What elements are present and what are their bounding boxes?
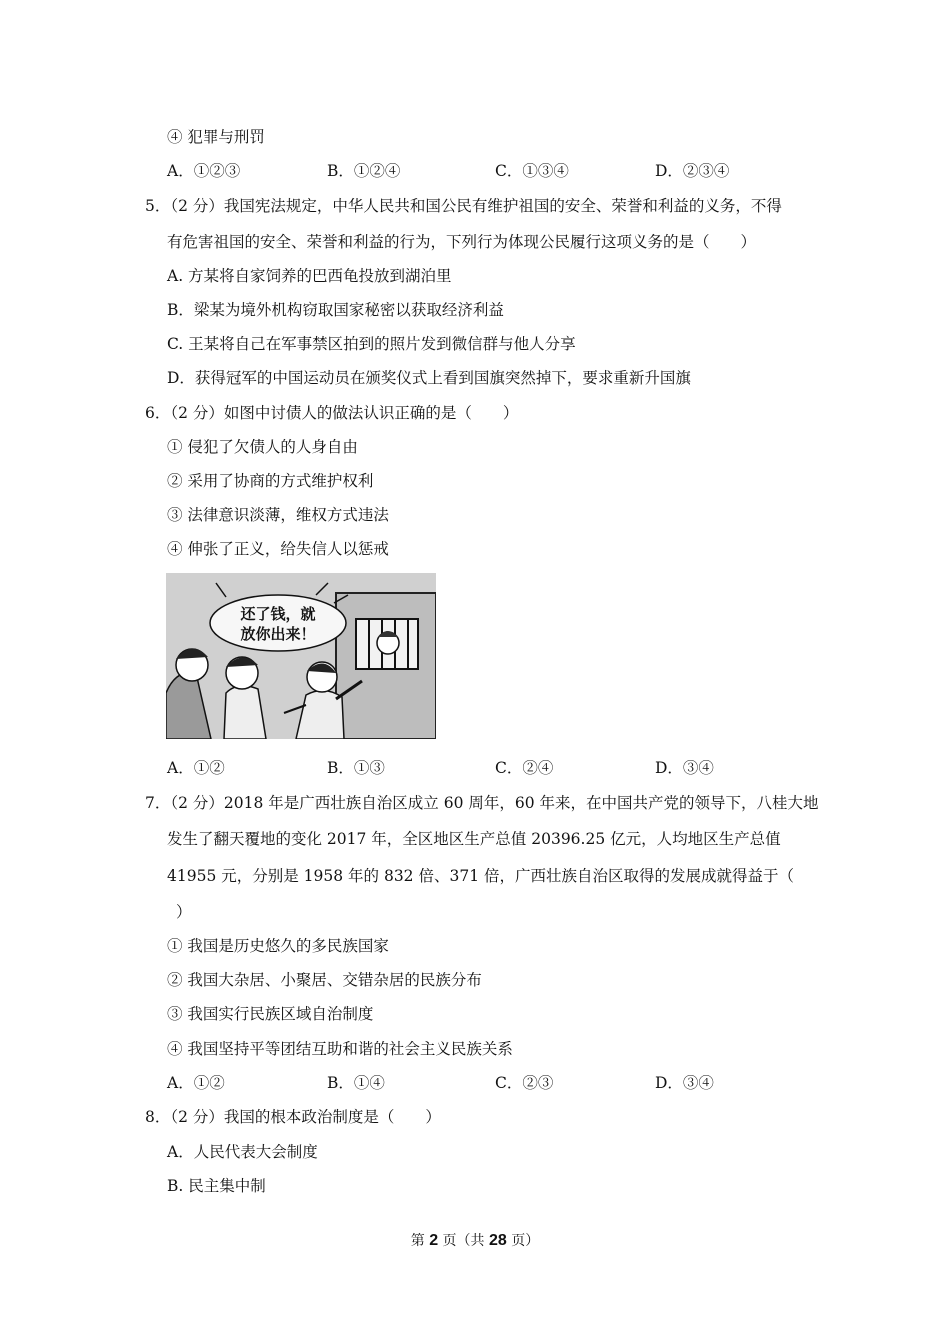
q6-stem: 6．（2 分）如图中讨债人的做法认识正确的是（ ） [145,404,519,422]
q4-option-a: A．①②③ [167,162,241,180]
footer-middle: 页（共 [442,1233,485,1249]
q6-item-3: ③ 法律意识淡薄，维权方式违法 [167,506,389,524]
q5-stem-line-2: 有危害祖国的安全、荣誉和利益的行为，下列行为体现公民履行这项义务的是（ ） [167,233,757,251]
q4-option-b: B．①②④ [327,162,401,180]
q5-option-a: A. 方某将自家饲养的巴西龟投放到湖泊里 [167,267,452,285]
q6-option-a: A．①② [167,759,225,777]
cartoon-bubble-line-1: 还了钱，就 [240,606,316,623]
q5-option-c: C. 王某将自己在军事禁区拍到的照片发到微信群与他人分享 [167,335,576,353]
footer-page-number: 2 [429,1232,439,1249]
footer-total-pages: 28 [489,1232,507,1249]
q8-option-b: B. 民主集中制 [167,1177,266,1195]
q4-option-c: C．①③④ [495,162,569,180]
q6-item-4: ④ 伸张了正义，给失信人以惩戒 [167,540,389,558]
q8-stem: 8．（2 分）我国的根本政治制度是（ ） [145,1108,441,1126]
q6-option-c: C．②④ [495,759,554,777]
q7-item-4: ④ 我国坚持平等团结互助和谐的社会主义民族关系 [167,1040,513,1058]
footer-prefix: 第 [410,1233,425,1249]
q7-item-3: ③ 我国实行民族区域自治制度 [167,1005,374,1023]
q7-option-a: A．①② [167,1074,225,1092]
cartoon-bubble-line-2: 放你出来！ [240,626,316,643]
q7-option-b: B．①④ [327,1074,385,1092]
q5-stem-line-1: 5．（2 分）我国宪法规定，中华人民共和国公民有维护祖国的安全、荣誉和利益的义务，不得 [145,197,782,215]
page-footer [0,1230,950,1250]
q5-option-b: B．梁某为境外机构窃取国家秘密以获取经济利益 [167,301,504,319]
q6-option-d: D．③④ [655,759,714,777]
q7-stem-line-2: 发生了翻天覆地的变化 2017 年，全区地区生产总值 20396.25 亿元，人均地区生产总值 [167,830,781,848]
q7-stem-line-1: 7．（2 分）2018 年是广西壮族自治区成立 60 周年，60 年来，在中国共产党的领导下，八桂大地 [145,794,819,812]
footer-suffix: 页） [511,1233,540,1249]
debt-collection-cartoon [166,573,436,739]
q4-options [167,161,787,181]
q6-item-1: ① 侵犯了欠债人的人身自由 [167,438,358,456]
q6-option-b: B．①③ [327,759,385,777]
q4-option-d: D．②③④ [655,162,730,180]
q7-item-2: ② 我国大杂居、小聚居、交错杂居的民族分布 [167,971,482,989]
q4-item-4: ④ 犯罪与刑罚 [167,128,265,146]
q5-option-d: D．获得冠军的中国运动员在颁奖仪式上看到国旗突然掉下，要求重新升国旗 [167,369,691,387]
q7-stem-line-4: ） [176,903,192,921]
q7-options [167,1073,787,1093]
q7-option-d: D．③④ [655,1074,714,1092]
q6-options [167,758,787,778]
cartoon-illustration [166,573,436,739]
q7-option-c: C．②③ [495,1074,554,1092]
q6-item-2: ② 采用了协商的方式维护权利 [167,472,374,490]
q7-stem-line-3: 41955 元，分别是 1958 年的 832 倍、371 倍，广西壮族自治区取得的发展成就得益于（ [167,867,794,885]
q7-item-1: ① 我国是历史悠久的多民族国家 [167,937,389,955]
q8-option-a: A．人民代表大会制度 [167,1143,318,1161]
